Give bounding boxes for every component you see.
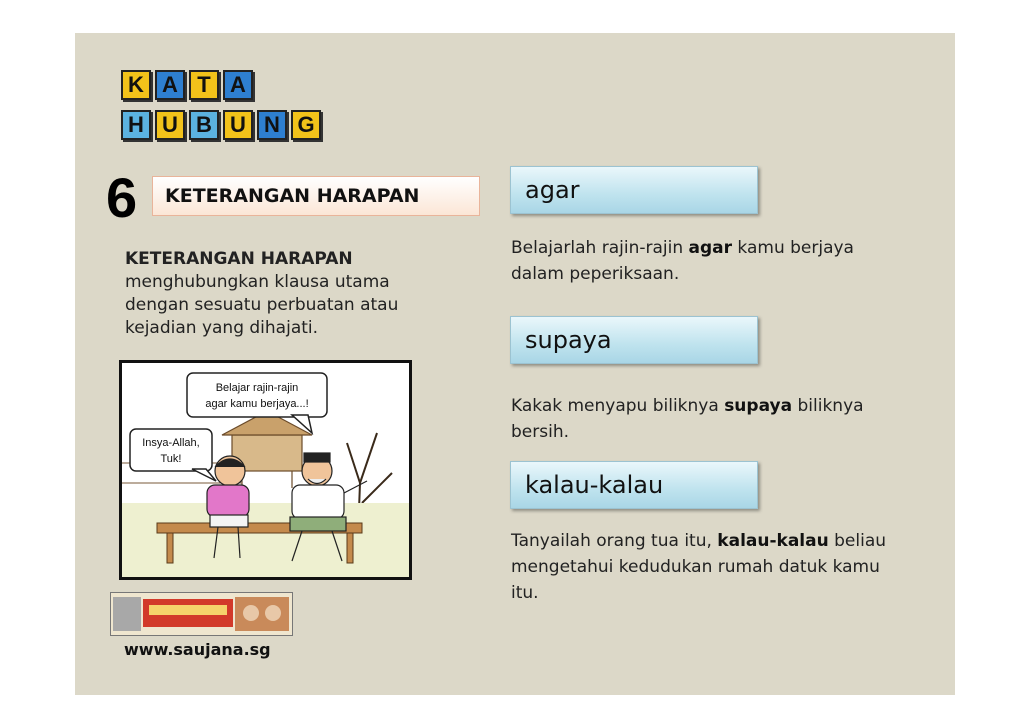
conjunction-box-agar: agar — [510, 166, 758, 214]
example-text: kamu berjaya dalam peperiksaan. — [511, 238, 854, 284]
cartoon-illustration — [119, 360, 412, 580]
title-row-hubung — [121, 110, 321, 140]
conjunction-box-supaya: supaya — [510, 316, 758, 364]
logo-image — [111, 593, 292, 635]
saujana-logo — [110, 592, 293, 636]
title-tile: T — [189, 70, 219, 100]
section-heading: KETERANGAN HARAPAN — [152, 176, 480, 216]
example-bold-word: kalau-kalau — [717, 531, 829, 551]
title-tile: A — [223, 70, 253, 100]
title-tile: U — [223, 110, 253, 140]
example-sentence-supaya — [511, 393, 891, 445]
definition-text — [125, 248, 455, 340]
cartoon-drawing — [122, 363, 409, 577]
example-text: Tanyailah orang tua itu, — [511, 531, 718, 551]
bubble-boy-line2: Tuk! — [160, 453, 182, 465]
title-tile: B — [189, 110, 219, 140]
section-number: 6 — [106, 166, 138, 229]
title-tile: G — [291, 110, 321, 140]
example-text: biliknya bersih. — [511, 396, 864, 442]
example-text: Kakak menyapu biliknya — [511, 396, 725, 416]
title-row-kata — [121, 70, 253, 100]
title-tile: H — [121, 110, 151, 140]
example-sentence-kalau-kalau — [511, 528, 891, 606]
conjunction-box-kalau-kalau: kalau-kalau — [510, 461, 758, 509]
definition-body: menghubungkan klausa utama dengan sesuatu perbuatan atau kejadian yang dihajati. — [125, 272, 399, 338]
example-bold-word: supaya — [724, 396, 793, 416]
website-url: www.saujana.sg — [124, 640, 271, 659]
example-text: Belajarlah rajin-rajin — [511, 238, 689, 258]
title-tile: U — [155, 110, 185, 140]
bubble-grandfather-line1: Belajar rajin-rajin — [215, 382, 299, 394]
example-text: beliau mengetahui kedudukan rumah datuk kamu itu. — [511, 531, 887, 603]
example-sentence-agar — [511, 235, 891, 287]
bubble-grandfather-line2: agar kamu berjaya...! — [205, 398, 309, 410]
title-tile: A — [155, 70, 185, 100]
title-tile: N — [257, 110, 287, 140]
definition-title: KETERANGAN HARAPAN — [125, 249, 353, 269]
bubble-boy-line1: Insya-Allah, — [142, 437, 200, 449]
title-tile: K — [121, 70, 151, 100]
example-bold-word: agar — [688, 238, 733, 258]
